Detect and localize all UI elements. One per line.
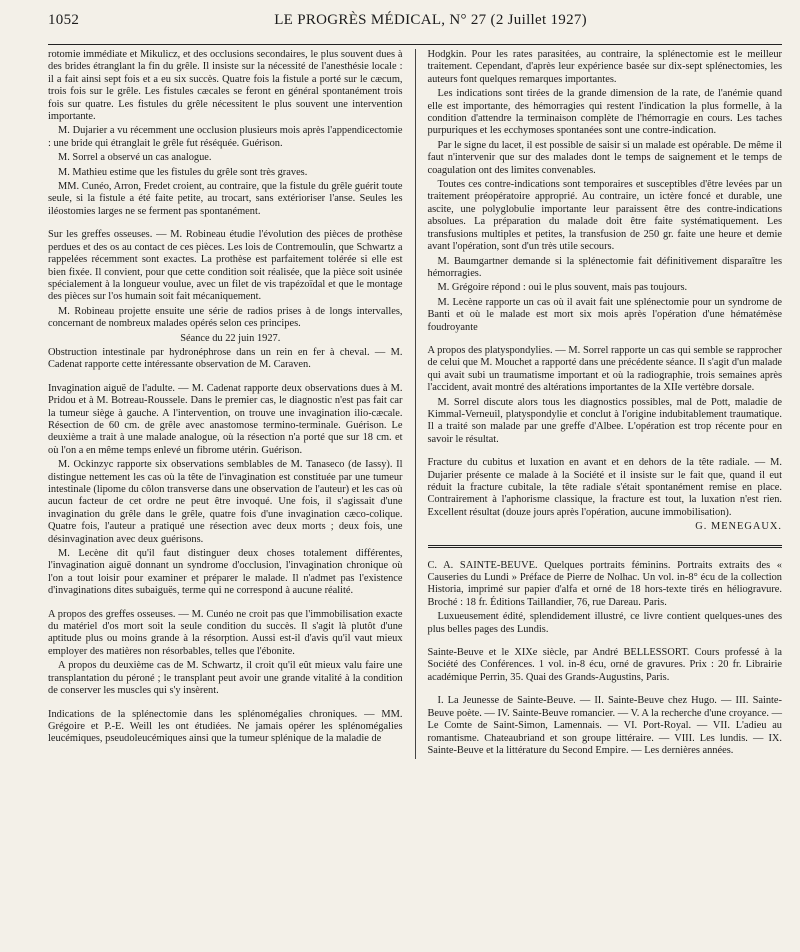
paragraph: Indications de la splénectomie dans les splénomégalies chroniques. — MM. Grégoire et P.-E. Weill les ont étudiées. Ne jamais opérer les splénomégalies leucémiques, pseudoleucémiques ainsi que la tumeur splénique de la maladie de — [48, 708, 403, 745]
paragraph: M. Mathieu estime que les fistules du grêle sont très graves. — [58, 166, 308, 178]
signature: G. MENEGAUX. — [695, 521, 783, 533]
right-column — [428, 49, 783, 759]
paragraph: rotomie immédiate et Mikulicz, et des occlusions secondaires, le plus souvent dues à des brides étranglant la fin du grêle. Il insiste sur la nécessité de l'anesthésie locale : il a fait ainsi sept fois et a eu six succès. Quatre fois la fistule a porté sur le cæcum, trois fois sur le grêle. Les fistules cæcales se feront en général spontanément trois fois sur quatre. Les fistules du grêle nécessitent le plus souvent une intervention importante. — [48, 49, 403, 123]
paragraph: Luxueusement édité, splendidement illustré, ce livre contient quelques-unes des plus belles pages des Lundis. — [427, 611, 783, 635]
paragraph: A propos des platyspondylies. — M. Sorrel rapporte un cas qui semble se rapprocher de celui que M. Mouchet a rapporté dans une précédente séance. Il s'agit d'un malade qui avait subi un traumatisme important et où la radiographie, trois semaines après l'accident, avait montré des altérations importantes de la XIIe vertèbre dorsale. — [427, 344, 783, 394]
paragraph: Obstruction intestinale par hydronéphrose dans un rein en fer à cheval. — M. Cadenat rapporte cette intéressante observation de M. Caraven. — [48, 346, 403, 371]
paragraph: MM. Cunéo, Arron, Fredet croient, au contraire, que la fistule du grêle guérit toute seule, si la fistule a été faite petite, au trocart, sans extérioriser l'anse. Seules les iléostomies larges ne se ferment pas spontanément. — [48, 181, 403, 217]
paragraph: Toutes ces contre-indications sont temporaires et susceptibles d'être levées par un traitement préopératoire approprié. Au contraire, un ictère foncé et durable, une ascite, une polyglobulie importante leur paraissent être des contre-indications absolues. La préparation du malade doit être faite systématiquement. Les transfusions multiples et petites, la transfusion de 250 gr. faite une heure et demie avant l'opération, sont d'un très utile secours. — [427, 179, 783, 253]
page-number: 1052 — [48, 12, 80, 28]
paragraph: Invagination aiguë de l'adulte. — M. Cadenat rapporte deux observations dues à M. Pridou et à M. Botreau-Roussele. Dans le premier cas, le diagnostic n'est pas fait car la tumeur siège à gauche. A l'intervention, on trouve une invagination ilio-cæcale. Résection de 60 cm. de grêle avec anastomose termino-terminale. Guérison. Le deuxième a trait à une malade analogue, où la résection n'a porté que sur 18 cm. et où l'on a en même temps enlevé un fibrome utérin. Guérison. — [48, 382, 403, 456]
paragraph: M. Grégoire répond : oui le plus souvent, mais pas toujours. — [437, 282, 688, 294]
paragraph: M. Lecène dit qu'il faut distinguer deux choses totalement différentes, l'invagination aiguë donnant un syndrome d'occlusion, l'invagination chronique où l'on a tout loisir pour examiner et préparer le malade. Il n'admet pas l'existence d'invaginations dites subaiguës, terme qui ne correspond à aucune réalité. — [48, 548, 403, 597]
header-rule — [48, 44, 782, 45]
paragraph: A propos du deuxième cas de M. Schwartz, il croit qu'il eût mieux valu faire une transplantation du péroné ; le transplant peut avoir une grande vitalité à la condition de conserver les muscles qui s'y insèrent. — [48, 660, 403, 697]
paragraph: Les indications sont tirées de la grande dimension de la rate, de l'anémie quand elle est importante, des hémorragies qui restent l'indication la plus formelle, à la condition d'attendre la terminaison complète de l'hémorragie en cours. Les taches purpuriques et les ecchymoses spontanées sont une contre-indication. — [427, 88, 783, 137]
paragraph: M. Lecène rapporte un cas où il avait fait une splénectomie pour un syndrome de Banti et où le malade est mort six mois après l'opération d'une hématémèse foudroyante — [427, 296, 783, 333]
column-divider — [415, 49, 416, 759]
paragraph: M. Baumgartner demande si la splénectomie fait définitivement disparaître les hémorragies. — [427, 255, 783, 279]
page-header — [48, 12, 782, 38]
paragraph: M. Dujarier a vu récemment une occlusion plusieurs mois après l'appendicectomie : une bride qui étranglait le grêle fut réséquée. Guérison. — [48, 125, 403, 149]
paragraph: M. Ockinzyc rapporte six observations semblables de M. Tanaseco (de Iassy). Il distingue nettement les cas où la tête de l'invagination est constituée par une tumeur intestinale (lipome du côlon transverse dans une observation de l'auteur) et les cas où aucun facteur de cet ordre ne peut être invoqué. Une fois, il s'agissait d'une invagination du grêle dans le grêle, quatre fois d'une invagination cæco-colique. Quatre fois, l'auteur a pratiqué une résection avec deux morts ; deux fois, une désinvagination avec deux guérisons. — [48, 459, 403, 545]
session-date: Séance du 22 juin 1927. — [180, 332, 281, 344]
paragraph: C. A. SAINTE-BEUVE. Quelques portraits féminins. Portraits extraits des « Causeries du Lundi » Préface de Pierre de Nolhac. Un vol. in-8° écu de la collection Historia, imprimé sur papier d'alfa et orné de 18 hors-texte tirés en héliogravure. Broché : 18 fr. Éditions Taillandier, 76, rue Dareau. Paris. — [427, 559, 783, 608]
paragraph: I. La Jeunesse de Sainte-Beuve. — II. Sainte-Beuve chez Hugo. — III. Sainte-Beuve poète. — IV. Sainte-Beuve romancier. — V. A la recherche d'une croyance. — Le Comte de Saint-Simon, Lamennais. — VI. Port-Royal. — VII. L'adieu au romantisme. Chateaubriand et son groupe littéraire. — VIII. Les lundis. — IX. Sainte-Beuve et la littérature du Second Empire. — Les dernières années. — [427, 695, 783, 756]
paragraph: Par le signe du lacet, il est possible de saisir si un malade est opérable. De même il faut n'intervenir que sur des malades dont le temps de saignement et le temps de coagulation ont des limites convenables. — [427, 139, 783, 176]
paragraph: Sur les greffes osseuses. — M. Robineau étudie l'évolution des pièces de prothèse perdues et des os au contact de ces pièces. Les lois de Contremoulin, que Schwartz a rappelées récemment sont exactes. La prothèse est parfaitement tolérée si elle est bien fixée. Il convient, pour que cette condition soit réalisée, que la pièce soit usinée spécialement à la longueur voulue, avec un filet de vis trapézoïdal et que le montage des pièces sur l'os humain soit fait mécaniquement. — [48, 229, 403, 303]
paragraph: M. Sorrel a observé un cas analogue. — [58, 152, 212, 164]
columns — [48, 49, 782, 759]
paragraph: A propos des greffes osseuses. — M. Cunéo ne croit pas que l'immobilisation exacte du matériel d'os mort soit la seule condition du succès. Il s'agit là plutôt d'une aptitude plus ou moins grande à la résorption. Aussi est-il d'avis qu'il vaut mieux employer des matières non résorbables, telles que l'ébonite. — [48, 608, 403, 657]
paragraph: Hodgkin. Pour les rates parasitées, au contraire, la splénectomie est le meilleur traitement. Cependant, d'après leur expérience basée sur dix-sept splénectomies, les auteurs font quelques remarques importantes. — [427, 49, 783, 85]
journal-title: LE PROGRÈS MÉDICAL, N° 27 (2 Juillet 1927) — [274, 12, 587, 28]
paragraph: M. Robineau projette ensuite une série de radios prises à de longs intervalles, concernant de nombreux malades opérés selon ces principes. — [48, 305, 403, 330]
paragraph: Sainte-Beuve et le XIXe siècle, par André BELLESSORT. Cours professé à la Société des Conférences. 1 vol. in-8 écu, orné de gravures. Prix : 20 fr. Librairie académique Perrin, 35. Quai des Grands-Augustins, Paris. — [427, 647, 783, 683]
left-column — [48, 49, 403, 759]
section-rule — [428, 545, 783, 550]
paragraph: Fracture du cubitus et luxation en avant et en dehors de la tête radiale. — M. Dujarier présente ce malade à la Société et il insiste sur le fait que, quand il eut réduit la fracture cubitale, la tête radiale s'était spontanément remise en place. Contrairement à l'aphorisme classique, la fracture est tout, la luxation n'est rien. Excellent résultat (douze jours après l'opération, aucune immobilisation). — [427, 457, 783, 518]
paragraph: M. Sorrel discute alors tous les diagnostics possibles, mal de Pott, maladie de Kimmal-Verneuil, platyspondylie et conclut à l'origine indubitablement traumatique. Il a traité son malade par une greffe d'Albee. L'opération est trop récente pour en savoir le résultat. — [427, 396, 783, 445]
